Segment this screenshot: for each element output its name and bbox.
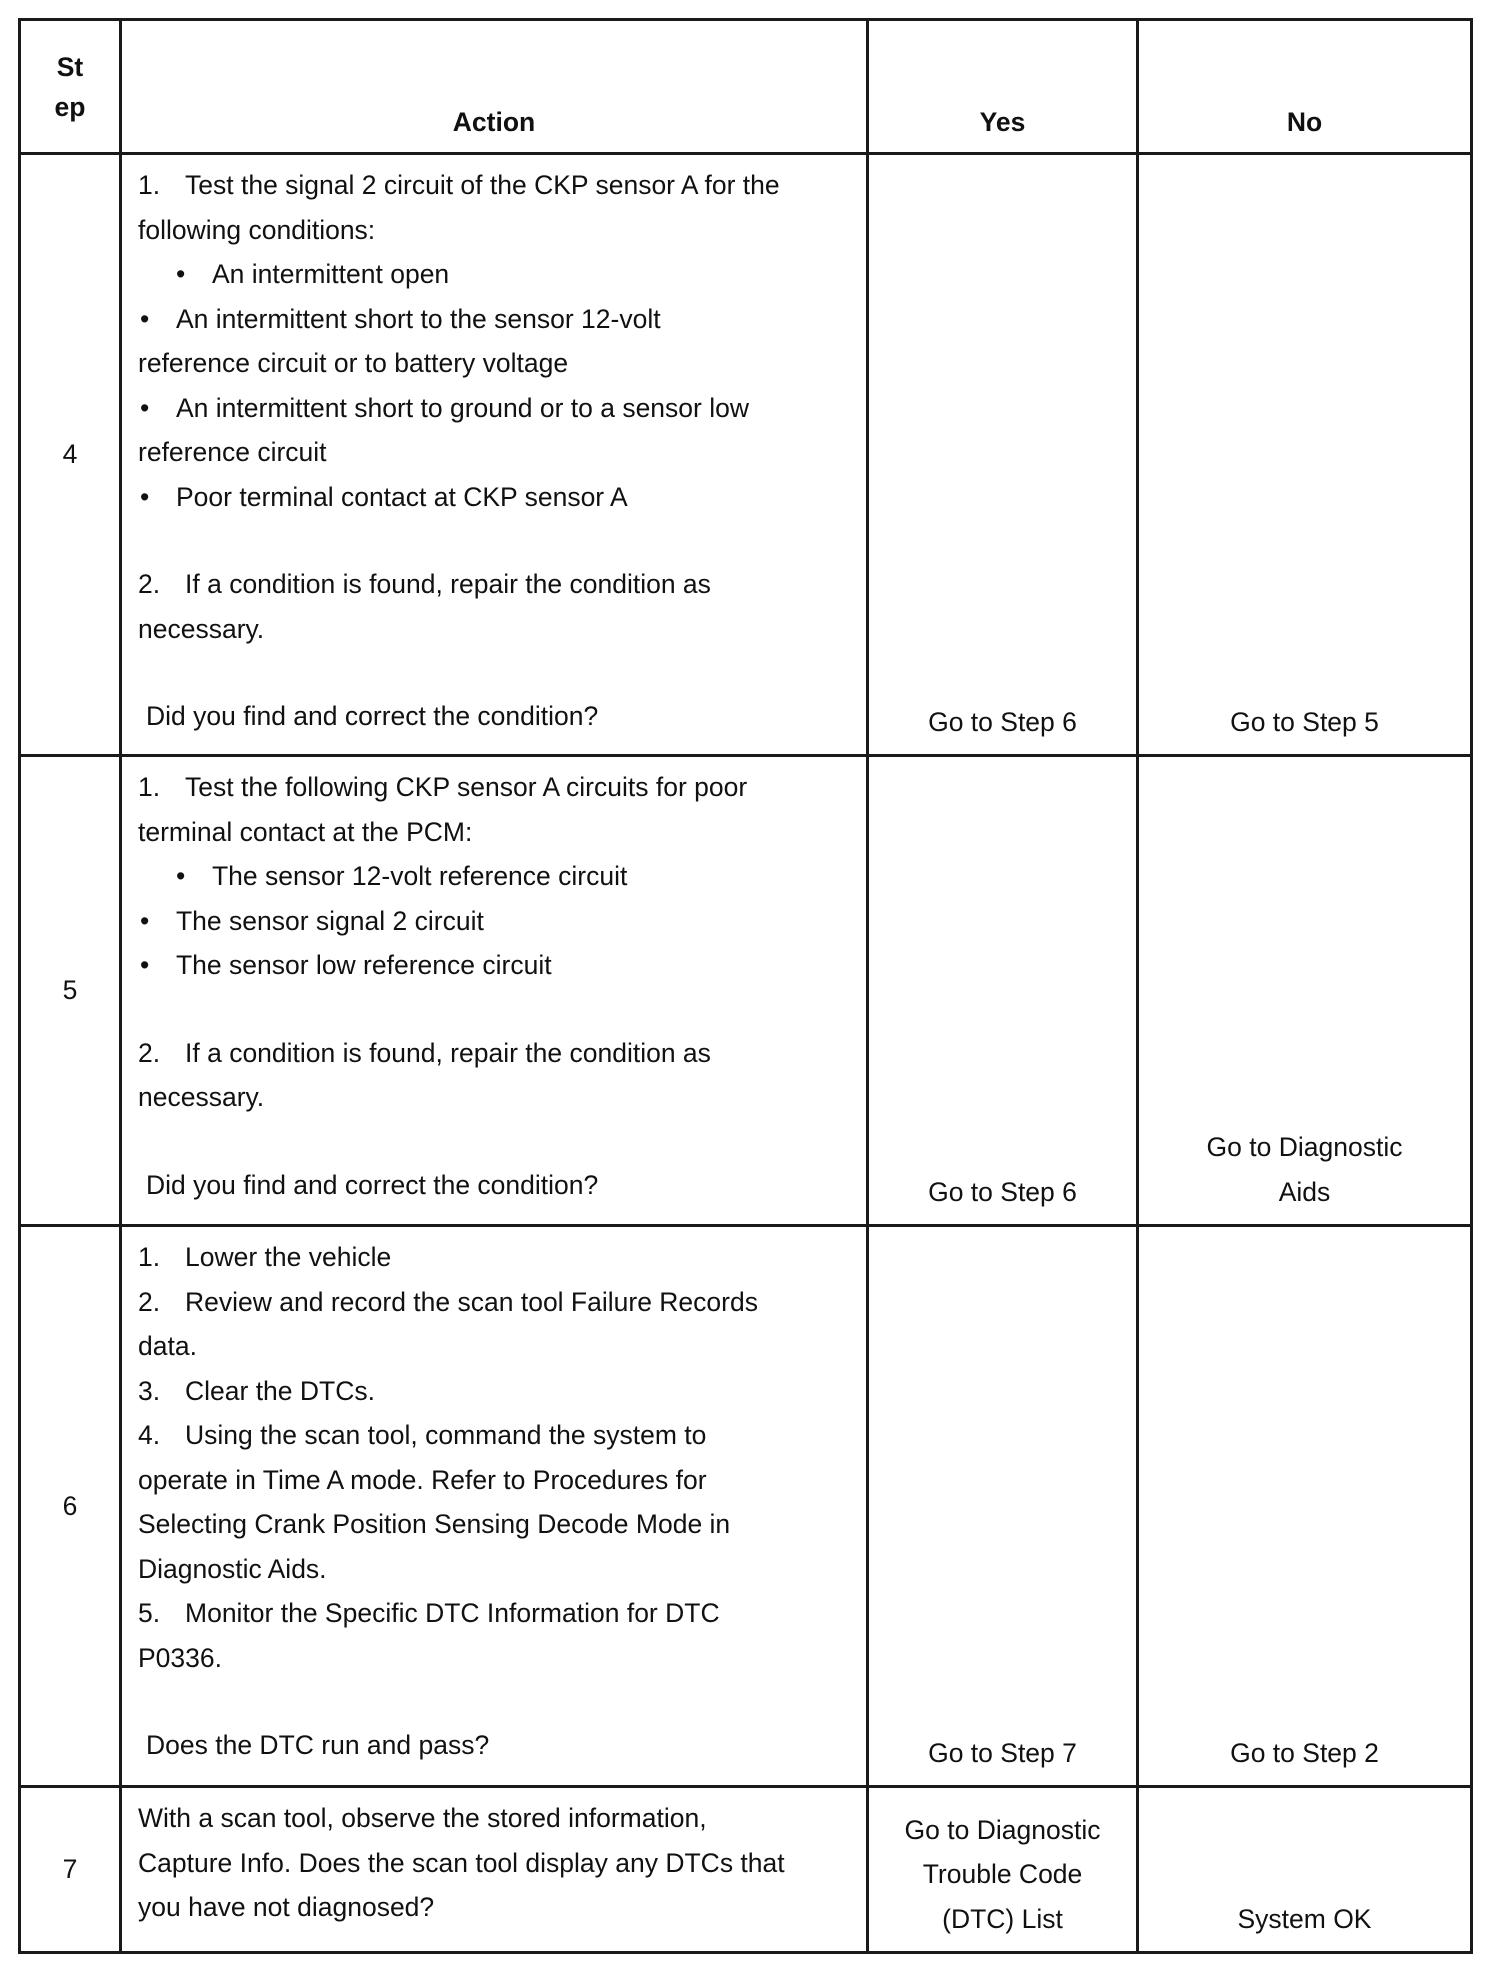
step-item-number: 3. (138, 1375, 161, 1406)
no-result-line: Go to Diagnostic (1206, 1132, 1403, 1162)
bullet-text: An intermittent short to ground or to a sensor low (176, 392, 749, 423)
bullet-icon: • (176, 861, 186, 891)
step-number: 4 (20, 154, 121, 756)
bullet-icon: • (140, 905, 150, 936)
action-line: Diagnostic Aids. (138, 1553, 327, 1584)
yes-result: Go to Step 6 (868, 756, 1138, 1226)
action-cell (121, 154, 868, 756)
no-result-line: Aids (1278, 1176, 1331, 1207)
no-result (1138, 756, 1472, 1226)
action-line: necessary. (138, 613, 265, 644)
action-text: Lower the vehicle (185, 1242, 392, 1272)
header-step-line2: ep (54, 91, 86, 122)
action-line (138, 1369, 842, 1414)
yes-result: Go to Step 7 (868, 1226, 1138, 1787)
yes-result: Go to Step 6 (868, 154, 1138, 756)
action-cell (121, 1787, 868, 1953)
action-text: Clear the DTCs. (185, 1375, 375, 1406)
step-item-number: 1. (138, 170, 161, 200)
bullet-item (138, 943, 842, 988)
step-item-number: 2. (138, 1037, 161, 1068)
step-item-number: 5. (138, 1598, 161, 1628)
header-step-line1: St (56, 51, 84, 82)
header-action: Action (121, 20, 868, 154)
bullet-item (138, 475, 842, 520)
table-header-row (20, 20, 1472, 154)
bullet-item (138, 297, 842, 342)
action-line (138, 1280, 842, 1325)
action-cell (121, 1226, 868, 1787)
action-line: reference circuit (138, 437, 327, 467)
action-line: necessary. (138, 1082, 265, 1112)
action-line (138, 562, 842, 607)
diagnostic-steps-table (18, 18, 1473, 1954)
step-item-number: 1. (138, 1242, 161, 1272)
action-line: data. (138, 1331, 197, 1361)
yes-result (868, 1787, 1138, 1953)
yes-result-line: (DTC) List (942, 1903, 1063, 1934)
action-line (138, 765, 842, 810)
action-line: you have not diagnosed? (138, 1892, 435, 1922)
no-result: System OK (1138, 1787, 1472, 1953)
bullet-text: An intermittent open (212, 259, 450, 289)
action-text: If a condition is found, repair the condition as (185, 569, 711, 599)
action-line (138, 1413, 842, 1458)
yes-result-line: Go to Diagnostic (904, 1814, 1101, 1845)
bullet-item (138, 386, 842, 431)
bullet-item (138, 854, 842, 899)
table-row-step-6 (20, 1226, 1472, 1787)
action-cell (121, 756, 868, 1226)
action-question: Does the DTC run and pass? (146, 1730, 490, 1760)
header-no: No (1138, 20, 1472, 154)
step-item-number: 2. (138, 1286, 161, 1317)
bullet-item (138, 899, 842, 944)
header-yes: Yes (868, 20, 1138, 154)
header-step (20, 20, 121, 154)
table-row-step-4 (20, 154, 1472, 756)
step-item-number: 4. (138, 1420, 161, 1450)
bullet-icon: • (176, 259, 186, 289)
action-line: reference circuit or to battery voltage (138, 348, 569, 378)
action-line: With a scan tool, observe the stored information, (138, 1803, 707, 1833)
bullet-text: Poor terminal contact at CKP sensor A (176, 481, 628, 512)
action-line: operate in Time A mode. Refer to Procedures for (138, 1464, 707, 1495)
bullet-text: The sensor low reference circuit (176, 950, 552, 980)
bullet-item (138, 252, 842, 297)
bullet-icon: • (140, 303, 150, 334)
action-text: Review and record the scan tool Failure Records (185, 1286, 758, 1317)
yes-result-line: Trouble Code (922, 1859, 1083, 1889)
action-question: Did you find and correct the condition? (146, 701, 599, 731)
action-text: If a condition is found, repair the condition as (185, 1037, 711, 1068)
step-number: 6 (20, 1226, 121, 1787)
action-question: Did you find and correct the condition? (146, 1169, 599, 1200)
action-text: Monitor the Specific DTC Information for DTC (185, 1598, 720, 1628)
action-line: Capture Info. Does the scan tool display any DTCs that (138, 1847, 785, 1878)
bullet-text: The sensor signal 2 circuit (176, 905, 484, 936)
no-result: Go to Step 2 (1138, 1226, 1472, 1787)
bullet-text: The sensor 12-volt reference circuit (212, 861, 628, 891)
table-row-step-7 (20, 1787, 1472, 1953)
step-number: 5 (20, 756, 121, 1226)
diagnostic-procedure-document (18, 18, 1470, 1970)
table-row-step-5 (20, 756, 1472, 1226)
bullet-text: An intermittent short to the sensor 12-volt (176, 303, 661, 334)
action-line: following conditions: (138, 214, 376, 245)
step-item-number: 1. (138, 772, 161, 802)
action-line (138, 163, 842, 208)
action-line: P0336. (138, 1642, 222, 1673)
action-line (138, 1031, 842, 1076)
action-line (138, 1235, 842, 1280)
action-line: Selecting Crank Position Sensing Decode Mode in (138, 1509, 731, 1539)
no-result: Go to Step 5 (1138, 154, 1472, 756)
bullet-icon: • (140, 950, 150, 980)
step-number: 7 (20, 1787, 121, 1953)
step-item-number: 2. (138, 569, 161, 599)
action-text: Test the following CKP sensor A circuits for poor (185, 772, 748, 802)
bullet-icon: • (140, 392, 150, 423)
bullet-icon: • (140, 481, 150, 512)
action-text: Test the signal 2 circuit of the CKP sensor A for the (185, 170, 780, 200)
action-line (138, 1591, 842, 1636)
action-text: Using the scan tool, command the system to (185, 1420, 707, 1450)
action-line: terminal contact at the PCM: (138, 816, 473, 847)
